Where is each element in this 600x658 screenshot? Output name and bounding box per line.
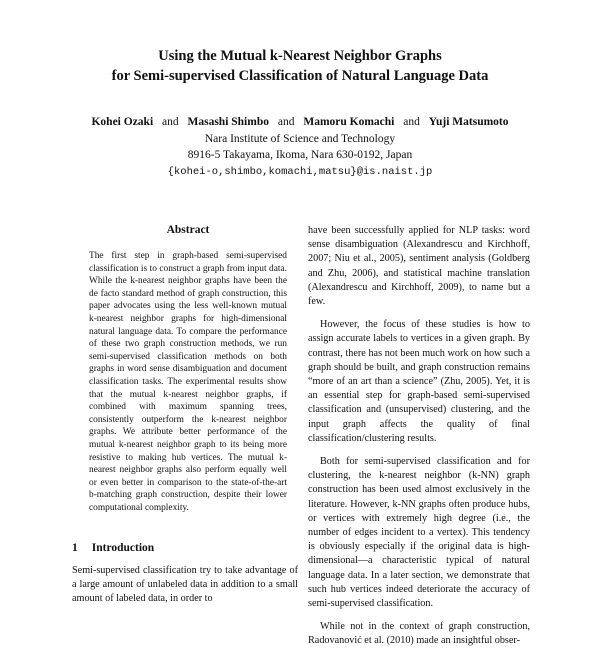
abstract-section — [89, 224, 287, 514]
affiliation: Nara Institute of Science and Technology — [204, 132, 396, 145]
author-name: Yuji Matsumoto — [428, 116, 509, 128]
and-word: and — [403, 116, 420, 128]
title-line-1: Using the Mutual k-Nearest Neighbor Graphs — [158, 48, 442, 64]
author-name: Mamoru Komachi — [303, 116, 395, 128]
email: {kohei-o,shimbo,komachi,matsu}@is.naist.jp — [167, 165, 433, 178]
and-word: and — [162, 116, 179, 128]
intro-paragraph: Semi-supervised classification try to take advantage of a large amount of unlabeled data in addition to a small amount of labeled data, in order to — [72, 565, 298, 605]
abstract-text: The first step in graph-based semi-supervised classification is to construct a graph from input data. While the k-nearest neighbor graphs have been the de facto standard method of graph construction, this paper advocates using the less well-known mutual k-nearest neighbor graphs for high-dimensional natural language data. To compare the performance of these two graph construction methods, we run semi-supervised classification methods on both graphs in word sense disambiguation and document classification tasks. The experimental results show that the mutual k-nearest neighbor graphs, if combined with maximum spanning trees, consistently outperform the k-nearest neighbor graphs. We attribute better performance of the mutual k-nearest neighbor graph to its being more resistive to making hub vertices. The mutual k-nearest neighbor graphs also perform equally well or even better in comparison to the state-of-the-art b-matching graph construction, despite their lower computational complexity. — [89, 251, 287, 513]
body-paragraph: Both for semi-supervised classification and for clustering, the k-nearest neighbor (k-NN) graph construction has been used almost exclusively in the literature. However, k-NN graphs often produce hubs, or vertices with extremely high degree (i.e., the number of edges incident to a vertex). This tendency is obviously especially if the original data is high-dimensional—a characteristic typical of natural language data. In a later section, we demonstrate that such hub vertices indeed deteriorate the accuracy of semi-supervised classification. — [308, 456, 530, 610]
body-paragraph: However, the focus of these studies is how to assign accurate labels to vertices in a given graph. By contrast, there has not been much work on how such a graph should be built, and graph construction remains “more of an art than a science” (Zhu, 2005). Yet, it is an essential step for graph-based semi-supervised classification and (unsupervised) clustering, and the input graph affects the quality of final classification/clustering results. — [308, 319, 530, 444]
body-paragraph: have been successfully applied for NLP tasks: word sense disambiguation (Alexandrescu and Kirchhoff, 2007; Niu et al., 2005), sentiment analysis (Goldberg and Zhu, 2006), and statistical machine translation (Alexandrescu and Kirchhoff, 2009), to name but a few. — [308, 225, 530, 308]
section-number: 1 — [72, 542, 78, 554]
paper-title — [0, 46, 600, 86]
and-word: and — [277, 116, 295, 128]
author-name: Masashi Shimbo — [187, 116, 269, 128]
section-title: Introduction — [91, 542, 155, 554]
right-column — [308, 224, 530, 658]
section-heading — [72, 542, 298, 554]
title-line-2: for Semi-supervised Classification of Natural Language Data — [111, 68, 489, 84]
author-names — [0, 114, 600, 131]
introduction-section — [72, 542, 298, 607]
author-block — [0, 114, 600, 180]
author-name: Kohei Ozaki — [91, 116, 154, 128]
body-paragraph: While not in the context of graph construction, Radovanović et al. (2010) made an insightful obser- — [308, 621, 530, 647]
abstract-heading: Abstract — [166, 224, 210, 236]
address: 8916-5 Takayama, Ikoma, Nara 630-0192, Japan — [187, 149, 413, 161]
